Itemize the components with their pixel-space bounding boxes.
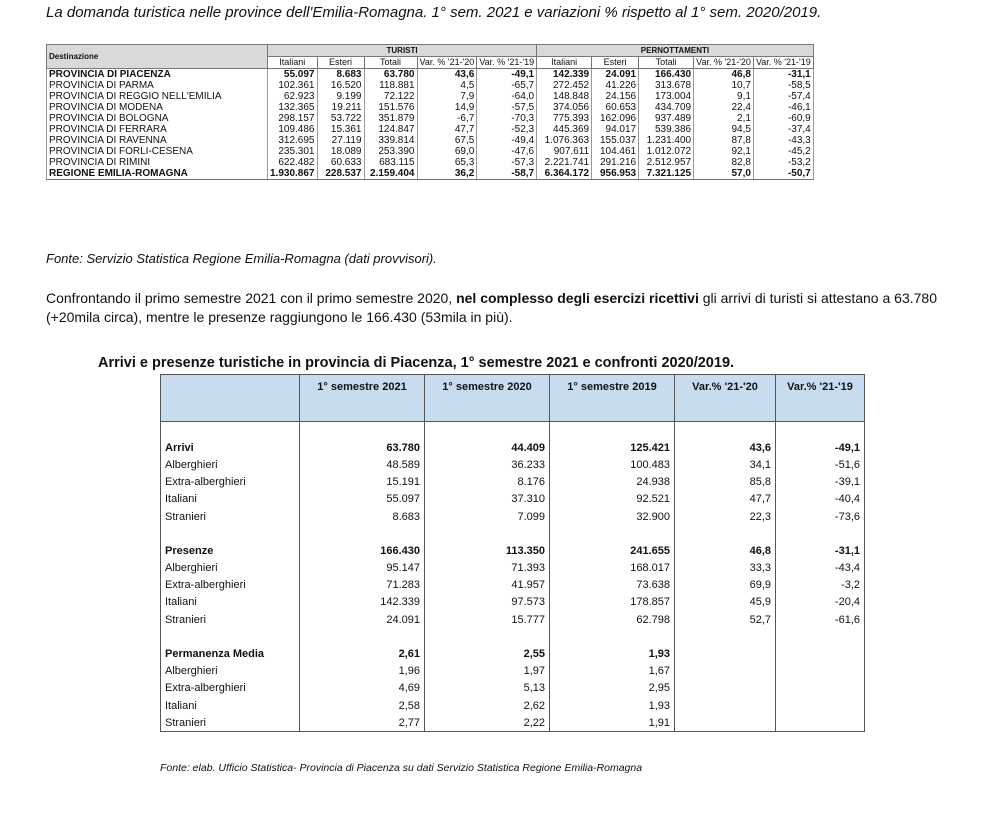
table-group-header	[47, 45, 814, 57]
row-label: Italiani	[161, 697, 300, 714]
table-cell: 94.017	[592, 124, 639, 135]
table-cell: -39,1	[776, 474, 865, 491]
column-header: 1° semestre 2019	[550, 375, 675, 422]
empty-cell	[776, 422, 865, 440]
table-cell: 291.216	[592, 157, 639, 168]
table-cell: 55.097	[300, 491, 425, 508]
table-cell: 113.350	[425, 542, 550, 559]
table-cell: -43,3	[753, 135, 813, 146]
table-cell: -31,1	[753, 69, 813, 81]
row-label: Stranieri	[161, 508, 300, 525]
table-cell: -31,1	[776, 542, 865, 559]
table-cell	[776, 714, 865, 732]
row-label: Stranieri	[161, 611, 300, 628]
table-cell: 69,0	[417, 146, 477, 157]
table-cell: -43,4	[776, 560, 865, 577]
table-cell: 104.461	[592, 146, 639, 157]
table-cell: 1.231.400	[639, 135, 694, 146]
empty-cell	[425, 628, 550, 645]
row-label: Arrivi	[161, 439, 300, 456]
table-cell: 339.814	[364, 135, 417, 146]
table-row	[161, 491, 865, 508]
table-cell: -49,1	[776, 439, 865, 456]
table-cell: 15.777	[425, 611, 550, 628]
empty-cell	[161, 628, 300, 645]
piacenza-table-header	[161, 375, 865, 422]
column-header: 1° semestre 2020	[425, 375, 550, 422]
table-cell: 148.848	[537, 91, 592, 102]
table-cell: -57,5	[477, 102, 537, 113]
table-cell: 92,1	[694, 146, 754, 157]
table-cell: -73,6	[776, 508, 865, 525]
empty-cell	[550, 525, 675, 542]
table-cell: -20,4	[776, 594, 865, 611]
table-cell: 241.655	[550, 542, 675, 559]
table-cell: 73.638	[550, 577, 675, 594]
table-cell: 155.037	[592, 135, 639, 146]
row-label: Italiani	[161, 491, 300, 508]
row-label: PROVINCIA DI RAVENNA	[47, 135, 268, 146]
table-cell: -49,1	[477, 69, 537, 81]
source-note: Fonte: Servizio Statistica Regione Emilia-Romagna (dati provvisori).	[46, 251, 437, 266]
column-header: Italiani	[268, 57, 318, 69]
table-cell: 683.115	[364, 157, 417, 168]
table-cell: 63.780	[364, 69, 417, 81]
table-cell: 173.004	[639, 91, 694, 102]
table-cell: -50,7	[753, 168, 813, 180]
table-cell: 132.365	[268, 102, 318, 113]
table-cell: 24.938	[550, 474, 675, 491]
row-label: PROVINCIA DI PARMA	[47, 80, 268, 91]
table-cell	[675, 680, 776, 697]
table-cell: 36.233	[425, 456, 550, 473]
empty-cell	[161, 422, 300, 440]
table-row	[161, 474, 865, 491]
table-cell: 956.953	[592, 168, 639, 180]
table-cell: 65,3	[417, 157, 477, 168]
table-cell: 14,9	[417, 102, 477, 113]
table-cell: 374.056	[537, 102, 592, 113]
row-label: Extra-alberghieri	[161, 474, 300, 491]
table-cell: 166.430	[300, 542, 425, 559]
table-cell: 2,95	[550, 680, 675, 697]
table-cell: 94,5	[694, 124, 754, 135]
table-row	[47, 146, 814, 157]
table-cell: -53,2	[753, 157, 813, 168]
table-cell: 228.537	[317, 168, 364, 180]
table-cell: 60.653	[592, 102, 639, 113]
table-cell	[776, 645, 865, 662]
table-cell: 313.678	[639, 80, 694, 91]
table-cell: 62.923	[268, 91, 318, 102]
table-cell: -58,7	[477, 168, 537, 180]
table-row	[161, 680, 865, 697]
table-cell: 2,22	[425, 714, 550, 732]
table-cell	[675, 663, 776, 680]
row-label: PROVINCIA DI FERRARA	[47, 124, 268, 135]
table-cell: 7,9	[417, 91, 477, 102]
table-cell: 434.709	[639, 102, 694, 113]
empty-cell	[675, 628, 776, 645]
table-cell: -51,6	[776, 456, 865, 473]
empty-cell	[776, 628, 865, 645]
table-cell: 2.512.957	[639, 157, 694, 168]
empty-cell	[300, 422, 425, 440]
table-cell: 27.119	[317, 135, 364, 146]
table-cell: 10,7	[694, 80, 754, 91]
table-cell: 62.798	[550, 611, 675, 628]
table-cell: 351.879	[364, 113, 417, 124]
table-cell: 8.683	[317, 69, 364, 81]
column-header: Var. % '21-'20	[694, 57, 754, 69]
table-cell: 907.611	[537, 146, 592, 157]
piacenza-table	[160, 374, 865, 732]
table-cell: 1,67	[550, 663, 675, 680]
table-cell: 7.321.125	[639, 168, 694, 180]
table-cell: -37,4	[753, 124, 813, 135]
table-cell: 92.521	[550, 491, 675, 508]
table-cell: 33,3	[675, 560, 776, 577]
table-cell: 71.283	[300, 577, 425, 594]
table-cell: 118.881	[364, 80, 417, 91]
table-cell: 168.017	[550, 560, 675, 577]
table-cell: 272.452	[537, 80, 592, 91]
table-cell: -47,6	[477, 146, 537, 157]
table-cell: 2,55	[425, 645, 550, 662]
table-cell: 87,8	[694, 135, 754, 146]
table-row	[47, 69, 814, 81]
row-label: PROVINCIA DI MODENA	[47, 102, 268, 113]
destination-header: Destinazione	[47, 45, 268, 69]
table-cell: 22,3	[675, 508, 776, 525]
empty-cell	[675, 422, 776, 440]
table-row	[47, 124, 814, 135]
piacenza-table-container	[160, 374, 865, 732]
table-cell: -52,3	[477, 124, 537, 135]
table-cell: 69,9	[675, 577, 776, 594]
row-label: PROVINCIA DI RIMINI	[47, 157, 268, 168]
table-cell: 8.683	[300, 508, 425, 525]
table-row	[47, 80, 814, 91]
table-cell: 298.157	[268, 113, 318, 124]
empty-cell	[550, 628, 675, 645]
table-cell: 46,8	[694, 69, 754, 81]
table-cell: 4,5	[417, 80, 477, 91]
table-cell: -57,4	[753, 91, 813, 102]
table-cell: 63.780	[300, 439, 425, 456]
pernottamenti-group-header: PERNOTTAMENTI	[537, 45, 814, 57]
empty-cell	[776, 525, 865, 542]
table-cell: 43,6	[417, 69, 477, 81]
table-cell: 18.089	[317, 146, 364, 157]
turisti-group-header: TURISTI	[268, 45, 537, 57]
table-row	[47, 157, 814, 168]
table-cell: 162.096	[592, 113, 639, 124]
empty-cell	[550, 422, 675, 440]
table-cell: 41.226	[592, 80, 639, 91]
paragraph-bold-text: nel complesso degli esercizi ricettivi	[456, 290, 699, 306]
province-table-container	[46, 44, 814, 180]
empty-cell	[425, 525, 550, 542]
table-cell: -46,1	[753, 102, 813, 113]
table-cell: 36,2	[417, 168, 477, 180]
table-cell: -58,5	[753, 80, 813, 91]
table-cell: 46,8	[675, 542, 776, 559]
table-cell: 15.191	[300, 474, 425, 491]
table-cell: 72.122	[364, 91, 417, 102]
piacenza-table-body	[161, 422, 865, 732]
table-cell: 24.091	[300, 611, 425, 628]
table-cell: 22,4	[694, 102, 754, 113]
table-row	[47, 113, 814, 124]
table-cell: 15.361	[317, 124, 364, 135]
table-cell: 1,97	[425, 663, 550, 680]
row-label: Extra-alberghieri	[161, 577, 300, 594]
table-cell: 85,8	[675, 474, 776, 491]
body-paragraph	[46, 289, 946, 327]
table-cell: 937.489	[639, 113, 694, 124]
row-label: REGIONE EMILIA-ROMAGNA	[47, 168, 268, 180]
paragraph-text-end: gli arrivi di turisti si attestano a 63.780 (+20mila circa), mentre le presenze raggiungono le 166.430 (53mila in più).	[46, 290, 937, 325]
row-label: Extra-alberghieri	[161, 680, 300, 697]
table-cell: 55.097	[268, 69, 318, 81]
table-cell: 178.857	[550, 594, 675, 611]
column-header: Totali	[364, 57, 417, 69]
row-label: Alberghieri	[161, 663, 300, 680]
table-cell: 622.482	[268, 157, 318, 168]
table-cell: 166.430	[639, 69, 694, 81]
empty-cell	[675, 525, 776, 542]
column-header: Esteri	[592, 57, 639, 69]
table-cell: 2,62	[425, 697, 550, 714]
table-row	[47, 135, 814, 146]
table-cell: 109.486	[268, 124, 318, 135]
table-cell: 34,1	[675, 456, 776, 473]
table-cell: -64,0	[477, 91, 537, 102]
table-cell: -60,9	[753, 113, 813, 124]
table-cell: 53.722	[317, 113, 364, 124]
table-row	[47, 102, 814, 113]
empty-cell	[300, 628, 425, 645]
row-label: Italiani	[161, 594, 300, 611]
province-table-body	[47, 69, 814, 180]
table-cell: -6,7	[417, 113, 477, 124]
row-label: PROVINCIA DI PIACENZA	[47, 69, 268, 81]
table-cell: -57,3	[477, 157, 537, 168]
table-cell: 1,91	[550, 714, 675, 732]
table-row	[161, 663, 865, 680]
table-row	[161, 560, 865, 577]
table-cell: 1,93	[550, 645, 675, 662]
table-cell: 45,9	[675, 594, 776, 611]
column-header: Esteri	[317, 57, 364, 69]
table-cell	[675, 697, 776, 714]
row-label: PROVINCIA DI REGGIO NELL'EMILIA	[47, 91, 268, 102]
table-cell: 125.421	[550, 439, 675, 456]
column-header: Var.% '21-'19	[776, 375, 865, 422]
table-cell: 775.393	[537, 113, 592, 124]
column-header: Italiani	[537, 57, 592, 69]
table-cell: 142.339	[537, 69, 592, 81]
table-cell: 9.199	[317, 91, 364, 102]
table-cell: 8.176	[425, 474, 550, 491]
table-row	[161, 697, 865, 714]
column-header: Var. % '21-'20	[417, 57, 477, 69]
table-cell: -40,4	[776, 491, 865, 508]
row-label: PROVINCIA DI BOLOGNA	[47, 113, 268, 124]
table-row	[161, 645, 865, 662]
spacer-row	[161, 628, 865, 645]
table-cell: 1,96	[300, 663, 425, 680]
source-note-2: Fonte: elab. Ufficio Statistica- Provincia di Piacenza su dati Servizio Statistica Regione Emilia-Romagna	[160, 762, 643, 774]
table-cell: 4,69	[300, 680, 425, 697]
table-cell: 47,7	[417, 124, 477, 135]
table-cell: 2,77	[300, 714, 425, 732]
table-row	[161, 577, 865, 594]
table-cell: -49,4	[477, 135, 537, 146]
table-cell: 37.310	[425, 491, 550, 508]
empty-cell	[425, 422, 550, 440]
table-row	[161, 611, 865, 628]
document-title: La domanda turistica nelle province dell'Emilia-Romagna. 1° sem. 2021 e variazioni % rispetto al 1° sem. 2020/2019.	[46, 4, 822, 21]
column-header: Var.% '21-'20	[675, 375, 776, 422]
table-row	[161, 594, 865, 611]
table-cell: 95.147	[300, 560, 425, 577]
row-label: Alberghieri	[161, 456, 300, 473]
row-label: PROVINCIA DI FORLI-CESENA	[47, 146, 268, 157]
paragraph-text-start: Confrontando il primo semestre 2021 con il primo semestre 2020,	[46, 290, 457, 306]
column-header: Var. % '21-'19	[753, 57, 813, 69]
column-header: 1° semestre 2021	[300, 375, 425, 422]
table-cell: 71.393	[425, 560, 550, 577]
table-cell: 32.900	[550, 508, 675, 525]
table-cell: 24.091	[592, 69, 639, 81]
row-label: Permanenza Media	[161, 645, 300, 662]
table-cell: 235.301	[268, 146, 318, 157]
row-label: Presenze	[161, 542, 300, 559]
table-cell: 6.364.172	[537, 168, 592, 180]
table-cell: 48.589	[300, 456, 425, 473]
table-cell	[776, 697, 865, 714]
table-cell: 47,7	[675, 491, 776, 508]
table-cell: 539.386	[639, 124, 694, 135]
table-row	[161, 439, 865, 456]
table-row	[161, 714, 865, 732]
table-cell: 52,7	[675, 611, 776, 628]
empty-cell	[161, 525, 300, 542]
table-cell: 16.520	[317, 80, 364, 91]
column-header	[161, 375, 300, 422]
table-row	[161, 508, 865, 525]
table-cell: 253.390	[364, 146, 417, 157]
table-cell	[776, 663, 865, 680]
table-cell: 43,6	[675, 439, 776, 456]
table-cell: 41.957	[425, 577, 550, 594]
table-row	[161, 542, 865, 559]
table-cell	[675, 714, 776, 732]
table-cell: 445.369	[537, 124, 592, 135]
table-cell: 1.930.867	[268, 168, 318, 180]
column-header: Totali	[639, 57, 694, 69]
table-cell: -45,2	[753, 146, 813, 157]
empty-cell	[300, 525, 425, 542]
table-cell: 44.409	[425, 439, 550, 456]
table-row	[47, 91, 814, 102]
table-cell: 142.339	[300, 594, 425, 611]
table-cell: 97.573	[425, 594, 550, 611]
table-cell: 2.221.741	[537, 157, 592, 168]
section-title: Arrivi e presenze turistiche in provincia di Piacenza, 1° semestre 2021 e confronti 2020/2019.	[98, 355, 735, 371]
row-label: Alberghieri	[161, 560, 300, 577]
table-cell: 67,5	[417, 135, 477, 146]
table-cell: 24.156	[592, 91, 639, 102]
table-cell: 151.576	[364, 102, 417, 113]
table-cell: 5,13	[425, 680, 550, 697]
table-cell: 82,8	[694, 157, 754, 168]
table-cell: 312.695	[268, 135, 318, 146]
column-header: Var. % '21-'19	[477, 57, 537, 69]
table-cell: 2,61	[300, 645, 425, 662]
table-cell: 60.633	[317, 157, 364, 168]
table-cell: -65,7	[477, 80, 537, 91]
table-cell	[776, 680, 865, 697]
table-cell: -3,2	[776, 577, 865, 594]
table-cell: 1.076.363	[537, 135, 592, 146]
table-row	[47, 168, 814, 180]
table-cell	[675, 645, 776, 662]
table-cell: 100.483	[550, 456, 675, 473]
table-cell: -61,6	[776, 611, 865, 628]
table-cell: 57,0	[694, 168, 754, 180]
table-cell: 124.847	[364, 124, 417, 135]
spacer-row	[161, 422, 865, 440]
row-label: Stranieri	[161, 714, 300, 732]
table-cell: 2.159.404	[364, 168, 417, 180]
table-cell: 102.361	[268, 80, 318, 91]
table-cell: 19.211	[317, 102, 364, 113]
table-row	[161, 456, 865, 473]
table-cell: 1.012.072	[639, 146, 694, 157]
table-cell: 2,1	[694, 113, 754, 124]
spacer-row	[161, 525, 865, 542]
table-cell: 1,93	[550, 697, 675, 714]
table-cell: 7.099	[425, 508, 550, 525]
table-cell: -70,3	[477, 113, 537, 124]
table-cell: 9,1	[694, 91, 754, 102]
table-cell: 2,58	[300, 697, 425, 714]
province-table	[46, 44, 814, 180]
